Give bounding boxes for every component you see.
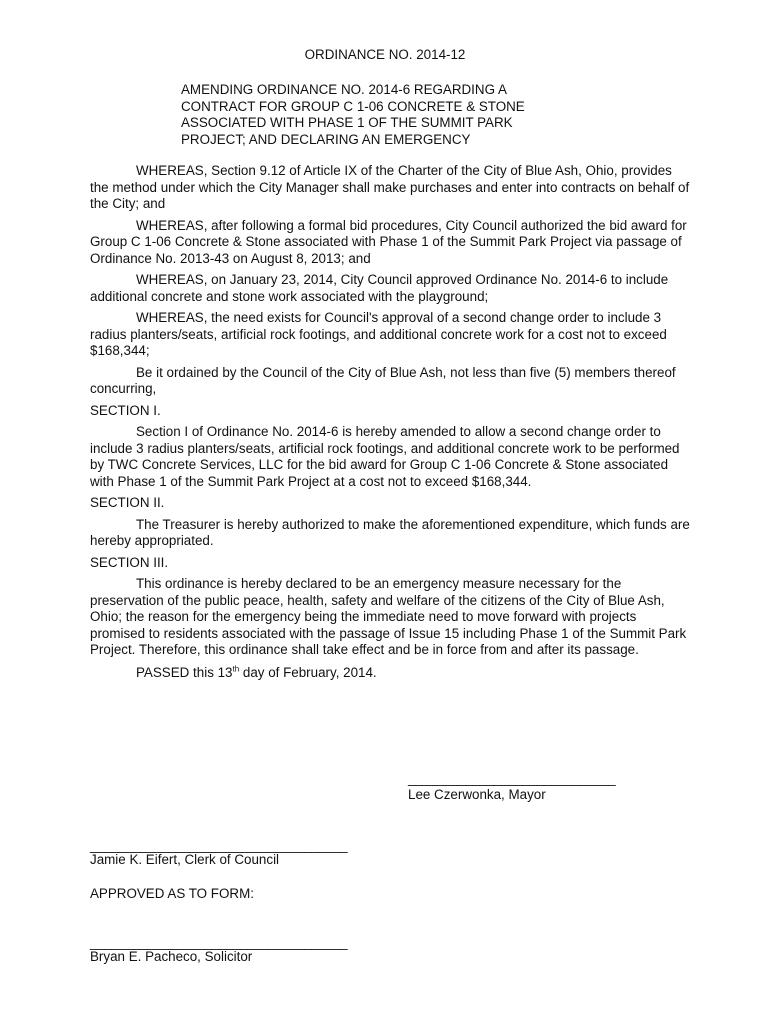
mayor-signature-line: _____________________________: [408, 771, 616, 786]
solicitor-name: Bryan E. Pacheco, Solicitor: [90, 949, 253, 964]
ordaining-clause: Be it ordained by the Council of the City of Blue Ash, not less than five (5) members thereof concurring,: [90, 364, 676, 396]
subject-line: ASSOCIATED WITH PHASE 1 OF THE SUMMIT PARK: [181, 115, 513, 130]
subject-line: PROJECT; AND DECLARING AN EMERGENCY: [181, 131, 471, 147]
section-text: The Treasurer is hereby authorized to make the aforementioned expenditure, which funds are hereby appropriated.: [90, 516, 690, 548]
whereas-clause: WHEREAS, on January 23, 2014, City Council approved Ordinance No. 2014-6 to include additional concrete and stone work associated with the playground;: [90, 272, 669, 304]
passed-date: [90, 665, 690, 682]
clerk-name: Jamie K. Eifert, Clerk of Council: [90, 852, 280, 867]
whereas-clause: WHEREAS, Section 9.12 of Article IX of the Charter of the City of Blue Ash, Ohio, provides the method under which the City Manager shall make purchases and enter into contracts on behalf of the City; and: [90, 163, 690, 211]
section-heading: SECTION II.: [90, 495, 165, 510]
mayor-name: Lee Czerwonka, Mayor: [408, 787, 546, 802]
subject-line: AMENDING ORDINANCE NO. 2014-6 REGARDING A: [181, 82, 507, 97]
passed-ordinal-suffix: th: [232, 664, 240, 674]
clerk-signature-line: ____________________________________: [90, 838, 348, 853]
whereas-clause: WHEREAS, after following a formal bid procedures, City Council authorized the bid award for Group C 1-06 Concrete & Stone associated with Phase 1 of the Summit Park Project via passage of Ordinance No. 2013-43 on August 8, 2013; and: [90, 217, 687, 266]
section-heading: SECTION I.: [90, 402, 161, 418]
whereas-clause: WHEREAS, the need exists for Council's approval of a second change order to include 3 radius planters/seats, artificial rock footings, and additional concrete work for a cost not to exceed $168,344;: [90, 310, 667, 358]
passed-rest: day of February, 2014.: [239, 664, 377, 680]
ordinance-body: [90, 163, 690, 681]
ordinance-title: ORDINANCE NO. 2014-12: [304, 47, 466, 62]
section-heading: SECTION III.: [90, 554, 169, 570]
subject-line: CONTRACT FOR GROUP C 1-06 CONCRETE & STONE: [181, 98, 525, 114]
section-text: This ordinance is hereby declared to be an emergency measure necessary for the preservation of the public peace, health, safety and welfare of the citizens of the City of Blue Ash, Ohio; the reason for the emergency being the immediate need to move forward with projects promised to residents associated with the passage of Issue 15 including Phase 1 of the Summit Park Project. Therefore, this ordinance shall take effect and be in force from and after its passage.: [90, 576, 687, 657]
section-text: Section I of Ordinance No. 2014-6 is hereby amended to allow a second change order to include 3 radius planters/seats, artificial rock footings, and additional concrete work to be performed by TWC Concrete Services, LLC for the bid award for Group C 1-06 Concrete & Stone associated with Phase 1 of the Summit Park Project at a cost not to exceed $168,344.: [90, 424, 680, 489]
approved-as-to-form-label: APPROVED AS TO FORM:: [90, 886, 254, 901]
passed-prefix: PASSED this 13: [136, 664, 233, 680]
solicitor-signature-line: ____________________________________: [90, 935, 348, 950]
ordinance-subject: [181, 82, 601, 148]
